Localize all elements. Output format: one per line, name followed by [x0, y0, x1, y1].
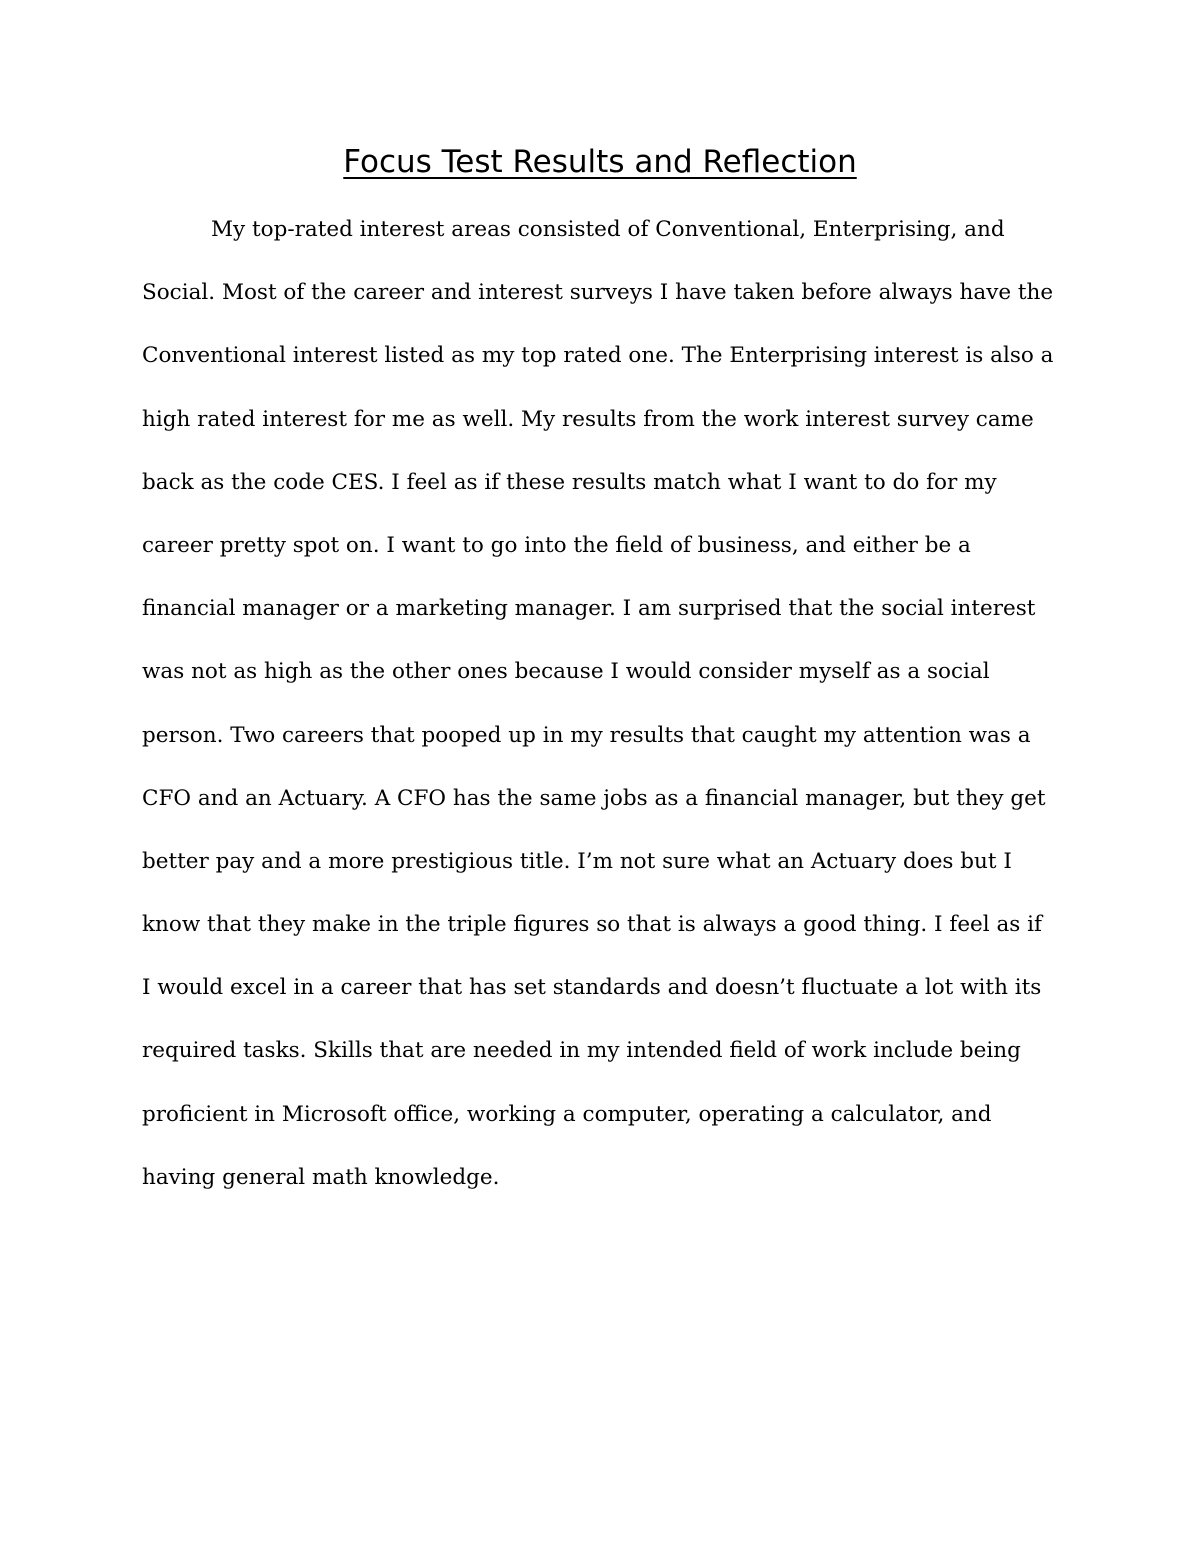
paragraph-line: proficient in Microsoft office, working a computer, operating a calculator, and	[142, 1101, 992, 1127]
paragraph-line: back as the code CES. I feel as if these results match what I want to do for my	[142, 469, 997, 495]
paragraph-line: high rated interest for me as well. My results from the work interest survey came	[142, 406, 1034, 432]
paragraph-line: was not as high as the other ones because I would consider myself as a social	[142, 659, 990, 685]
paragraph-line: better pay and a more prestigious title. I’m not sure what an Actuary does but I	[142, 848, 1012, 874]
paragraph-line: Social. Most of the career and interest surveys I have taken before always have the	[142, 280, 1054, 306]
paragraph-line: career pretty spot on. I want to go into the field of business, and either be a	[142, 532, 971, 558]
paragraph-line: know that they make in the triple figures so that is always a good thing. I feel as if	[142, 912, 1042, 938]
paragraph-line: Conventional interest listed as my top rated one. The Enterprising interest is also a	[142, 343, 1054, 369]
paragraph-line: required tasks. Skills that are needed in my intended field of work include being	[142, 1038, 1021, 1064]
paragraph-line: person. Two careers that pooped up in my results that caught my attention was a	[142, 722, 1031, 748]
paragraph-line: financial manager or a marketing manager. I am surprised that the social interest	[142, 596, 1036, 622]
paragraph-line: I would excel in a career that has set standards and doesn’t fluctuate a lot with its	[142, 975, 1042, 1001]
body-paragraph	[142, 198, 1062, 1209]
paragraph-line: having general math knowledge.	[142, 1164, 500, 1190]
paragraph-line: CFO and an Actuary. A CFO has the same jobs as a financial manager, but they get	[142, 785, 1046, 811]
document-title: Focus Test Results and Reflection	[343, 144, 857, 180]
paragraph-line: My top-rated interest areas consisted of Conventional, Enterprising, and	[211, 217, 1005, 242]
